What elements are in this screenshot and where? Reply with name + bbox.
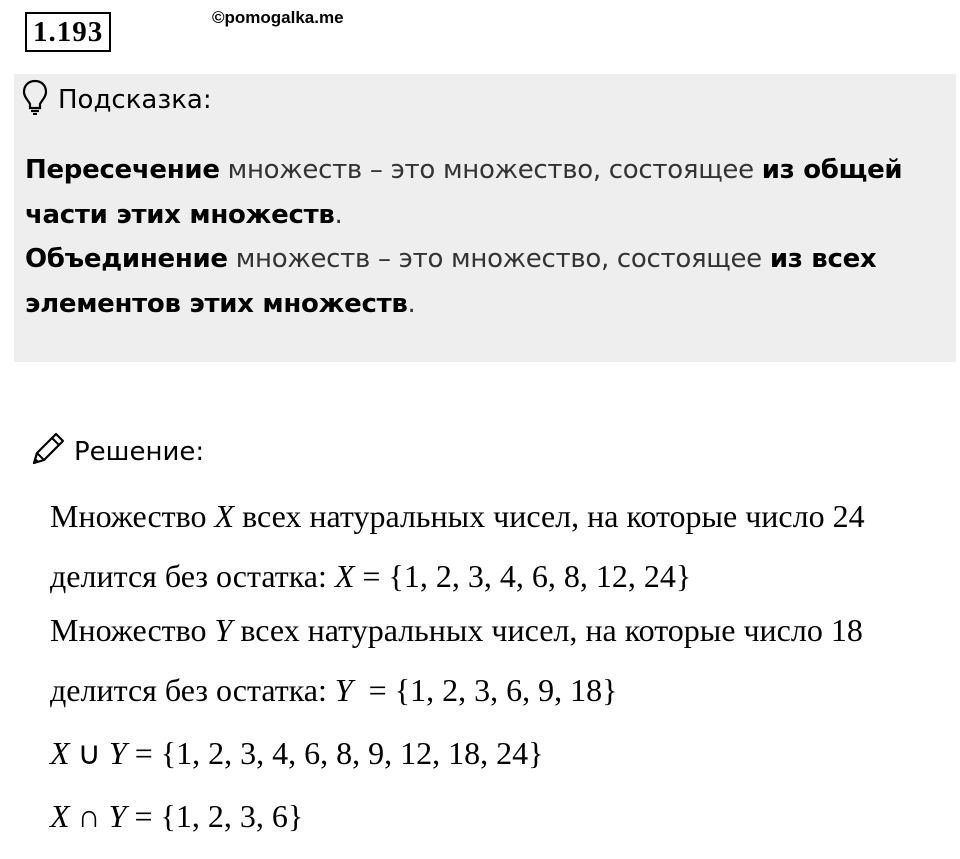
hint-text-span: . <box>334 199 343 230</box>
solution-text-span: Множество <box>50 498 215 534</box>
set-variable: X <box>50 798 70 834</box>
hint-term-intersection: Пересечение <box>25 155 220 185</box>
solution-line-3 <box>50 612 863 649</box>
pencil-icon <box>28 429 68 476</box>
solution-text-span: Множество <box>50 612 215 648</box>
hint-bold-span: из всех элементов этих множеств <box>25 244 877 319</box>
set-variable: X <box>214 498 235 534</box>
intersection-symbol: ∩ <box>69 798 109 834</box>
set-variable: Y <box>108 798 127 834</box>
solution-text-span: всех натуральных чисел, на которые число 24 <box>234 498 865 534</box>
hint-header <box>22 80 212 120</box>
solution-text-span: = {1, 2, 3, 6, 9, 18} <box>352 672 618 708</box>
solution-line-1 <box>50 498 865 535</box>
union-symbol: ∪ <box>69 735 109 771</box>
hint-text-span: . <box>407 288 416 319</box>
set-variable: X <box>50 735 70 771</box>
solution-line-union <box>50 734 544 772</box>
hint-bold-span: из общей части этих множеств <box>25 155 903 230</box>
hint-text <box>25 148 945 326</box>
hint-title: Подсказка: <box>58 85 212 115</box>
set-variable: Y <box>334 672 353 708</box>
solution-text-span: = {1, 2, 3, 4, 6, 8, 12, 24} <box>354 558 692 594</box>
task-number: 1.193 <box>25 12 111 52</box>
hint-term-union: Объединение <box>25 244 228 274</box>
set-variable: Y <box>108 735 127 771</box>
solution-text-span: делится без остатка: <box>50 672 335 708</box>
solution-line-intersection <box>50 798 303 835</box>
solution-header <box>28 430 204 474</box>
solution-text-span: = {1, 2, 3, 6} <box>126 798 304 834</box>
watermark: ©pomogalka.me <box>212 8 344 27</box>
hint-text-span: множеств – это множество, состоящее <box>219 155 762 185</box>
solution-line-2 <box>50 558 691 595</box>
lightbulb-icon <box>22 79 48 122</box>
set-variable: X <box>334 558 355 594</box>
solution-line-4 <box>50 672 617 709</box>
hint-paragraph-union <box>25 237 945 326</box>
hint-paragraph-intersection <box>25 148 945 237</box>
solution-title: Решение: <box>74 437 205 467</box>
solution-text-span: = {1, 2, 3, 4, 6, 8, 9, 12, 18, 24} <box>126 735 544 771</box>
set-variable: Y <box>214 612 233 648</box>
solution-text-span: делится без остатка: <box>50 558 335 594</box>
solution-text-span: всех натуральных чисел, на которые число 18 <box>232 612 863 648</box>
hint-text-span: множеств – это множество, состоящее <box>227 244 770 274</box>
